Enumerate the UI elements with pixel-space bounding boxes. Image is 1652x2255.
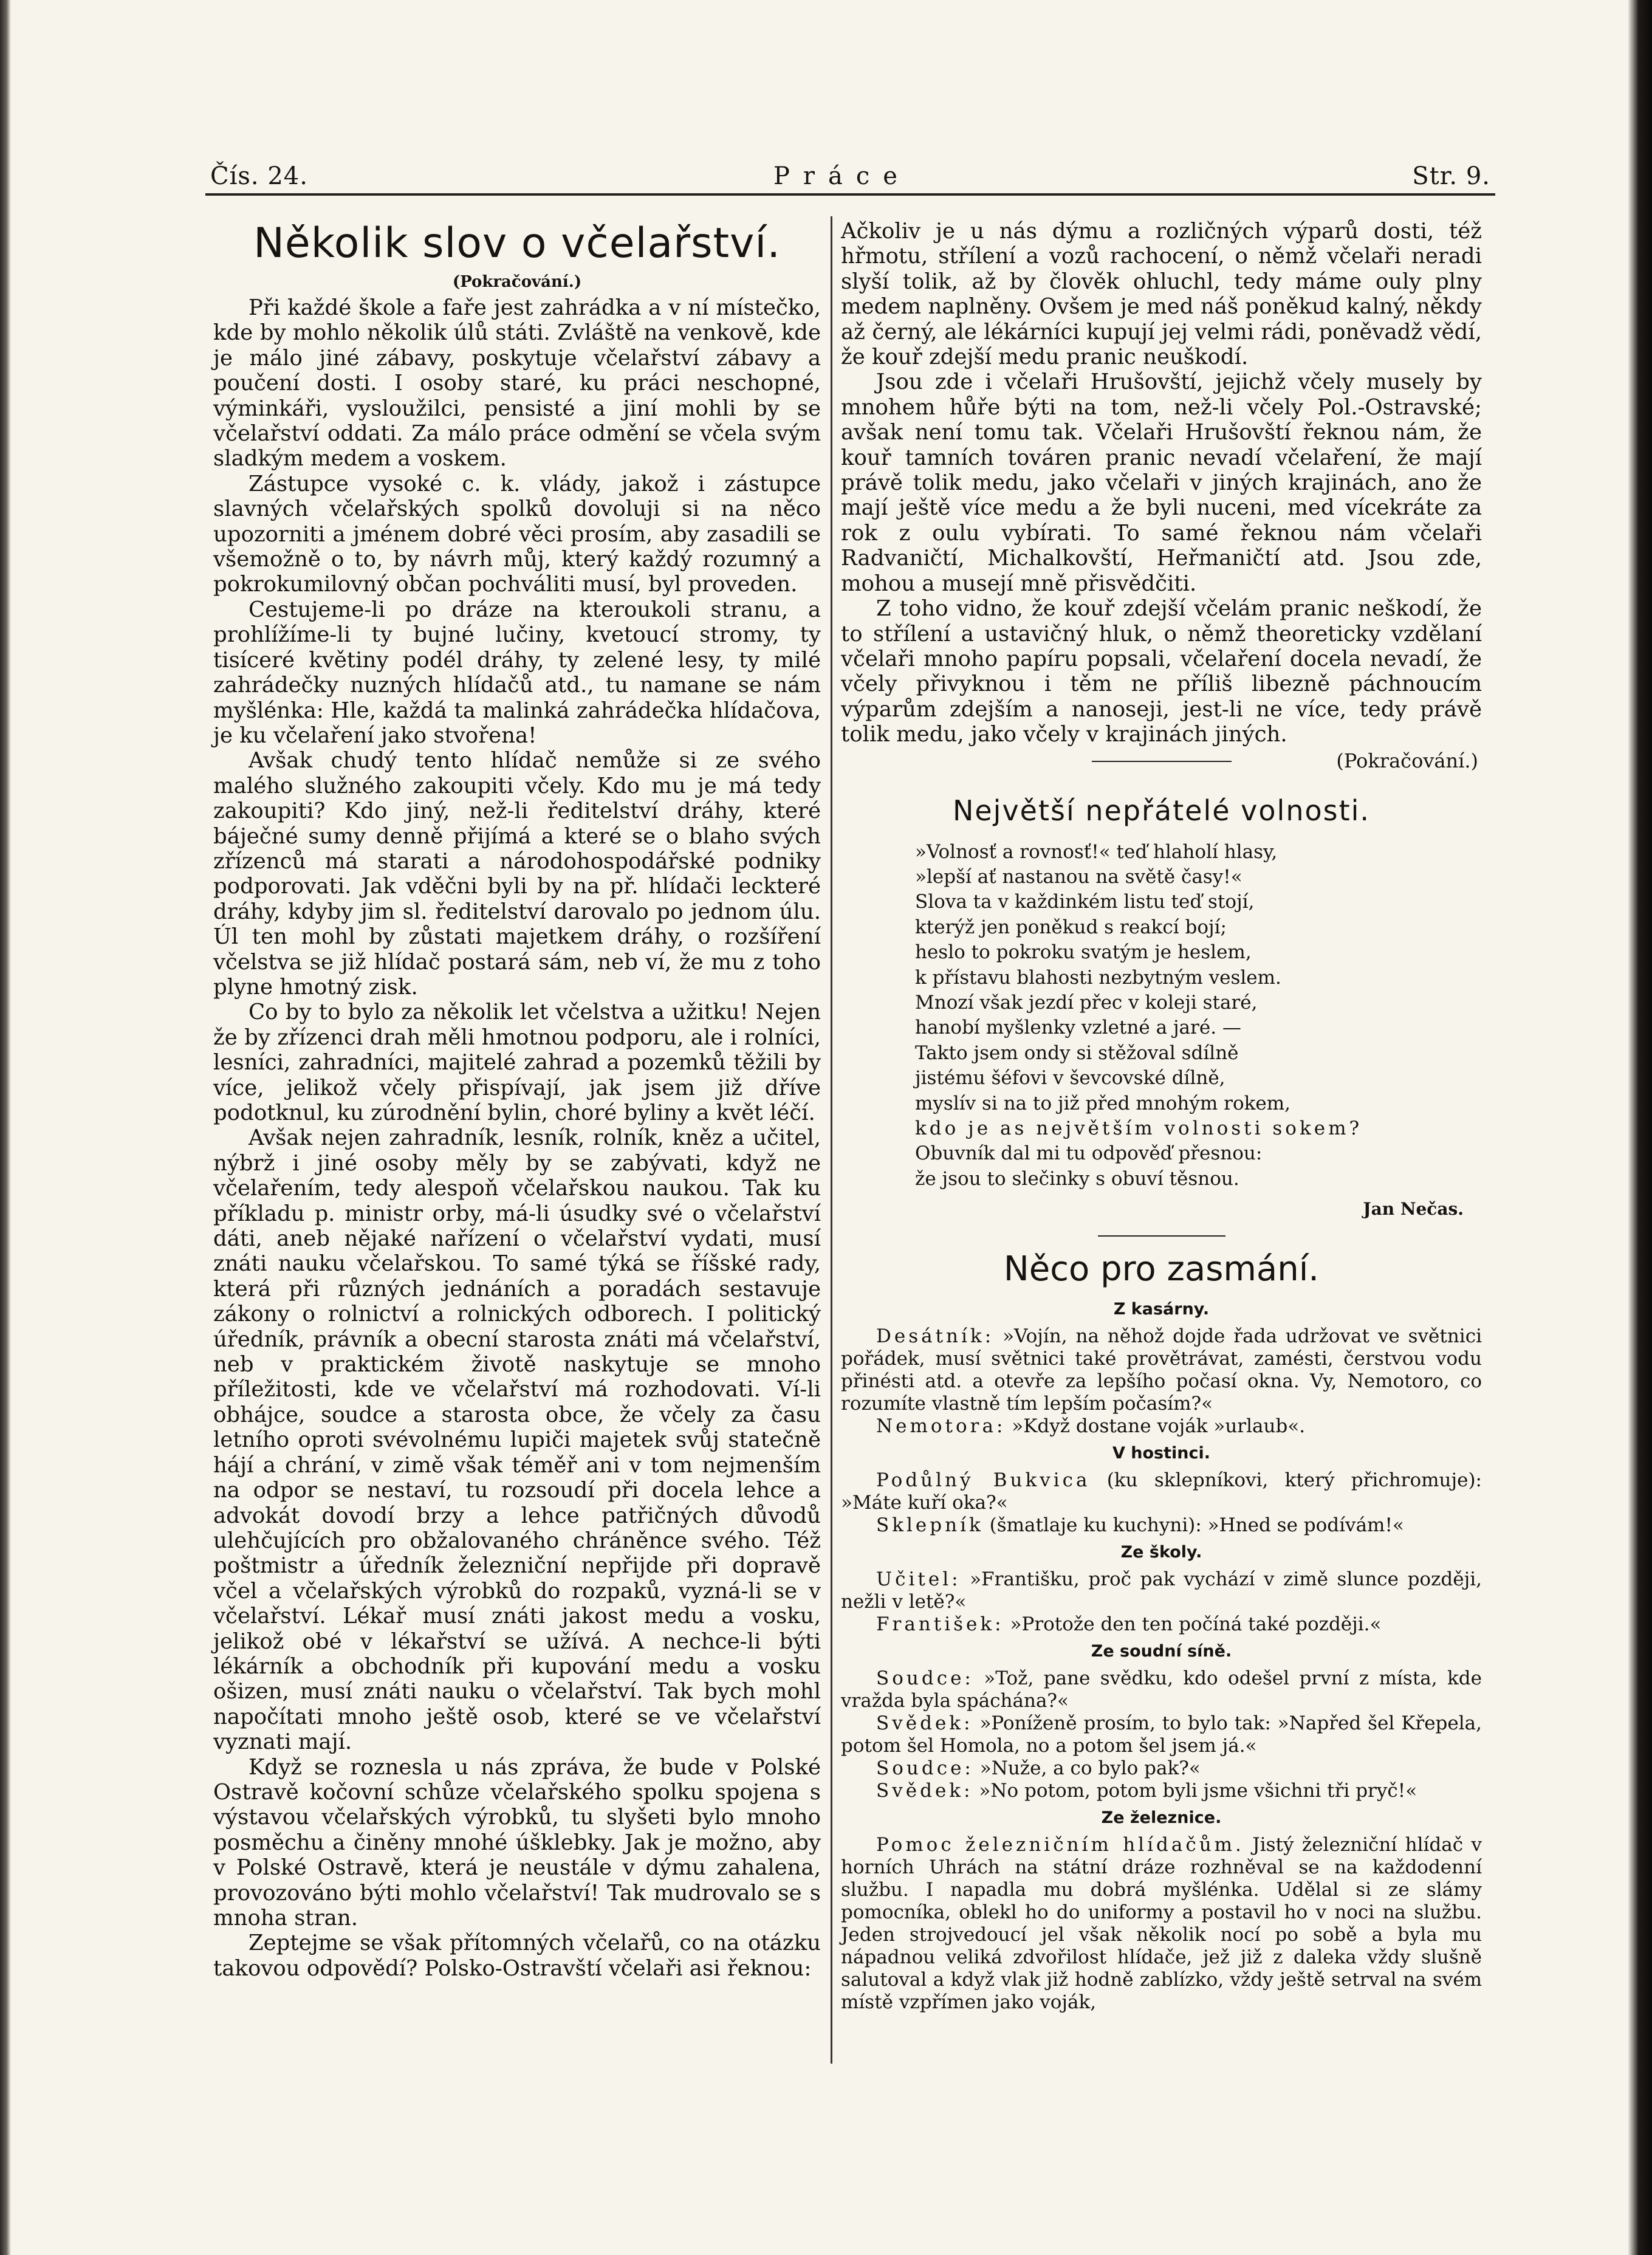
- poem-author: Jan Nečas.: [1363, 1199, 1464, 1220]
- article-paragraph: Avšak chudý tento hlídač nemůže si ze svého malého služného zakoupiti včely. Kdo mu je má tedy zakoupiti? Kdo jiný, než-li ředitelství dráhy, které báječné sumy denně přijímá a které se o blaho svých zřízenců má starati a národohospodářské podniky podporovati. Jak vděčni byli by na př. hlídači leckteré dráhy, kdyby jim sl. ředitelství darovalo po jednom úlu. Úl ten mohl by zůstati majetkem dráhy, o rozšíření včelstva se již hlídač postará sám, neb ví, že mu z toho plyne hmotný zisk.: [213, 748, 821, 1000]
- poem-line: kdo je as největším volnosti sokem?: [915, 1117, 1363, 1139]
- speaker: Svědek:: [876, 1779, 973, 1802]
- speaker: František:: [876, 1613, 1004, 1635]
- speaker: Sklepník: [876, 1514, 984, 1536]
- speaker: Soudce:: [876, 1757, 974, 1779]
- right-column: [841, 219, 1482, 2014]
- article-paragraph: Ačkoliv je u nás dýmu a rozličných výparů dosti, též hřmotu, střílení a vozů rachocení, o němž včelaři neradi slyší tolik, až by člověk ohluchl, tedy máme ouly plny medem naplněny. Ovšem je med náš poněkud kalný, někdy až černý, ale lékárníci kupují jej velmi rádi, poněvadž vědí, že kouř zdejší medu pranic neuškodí.: [841, 219, 1482, 370]
- newspaper-title: Práce: [773, 162, 911, 190]
- article-paragraph: Cestujeme-li po dráze na kteroukoli stranu, a prohlížíme-li ty bujné lučiny, kvetoucí stromy, ty tisíceré květiny podél dráhy, ty zelené lesy, ty milé zahrádečky nuzných hlídačů atd., tu namane se nám myšlénka: Hle, každá ta malinká zahrádečka hlídačova, je ku včelaření jako stvořena!: [213, 597, 821, 748]
- subsection-heading: Ze železnice.: [1101, 1808, 1222, 1827]
- dialogue-text: »No potom, potom byli jsme všichni tři pryč!«: [979, 1779, 1417, 1802]
- dialogue-text: »Poníženě prosím, to bylo tak: »Napřed šel Křepela, potom šel Homola, no a potom šel jsem já.«: [841, 1712, 1482, 1757]
- continuation-note: (Pokračování.): [1336, 749, 1478, 772]
- subsection-heading: Ze školy.: [1120, 1542, 1202, 1562]
- poem-line: hanobí myšlenky vzletné a jaré. —: [915, 1017, 1241, 1039]
- poem-line: myslív si na to již před mnohým rokem,: [915, 1092, 1291, 1114]
- page-header: [205, 159, 1495, 193]
- dialogue-text: »Protože den ten počíná také později.«: [1010, 1613, 1382, 1635]
- article-paragraph: Při každé škole a faře jest zahrádka a v ní místečko, kde by mohlo několik úlů státi. Zvláště na venkově, kde je málo jiné zábavy, poskytuje včelařství zábavy a poučení dosti. I osoby staré, ku práci neschopné, výminkáři, vysloužilci, pensisté a jiní mohli by se včelařství oddati. Za málo práce odmění se včela svým sladkým medem a voskem.: [213, 295, 821, 472]
- subsection-heading: Ze soudní síně.: [1091, 1641, 1232, 1661]
- article-paragraph: Co by to bylo za několik let včelstva a užitku! Nejen že by zřízenci drah měli hmotnou podporu, ale i rolníci, lesníci, zahradníci, majitelé zahrad a pozemků těžili by více, jelikož včely přispívají, jak jsem již dříve podotknul, ku zúrodnění bylin, choré byliny a květ léčí.: [213, 1000, 821, 1125]
- poem-title: Největší nepřátelé volnosti.: [952, 794, 1371, 827]
- poem-line: Takto jsem ondy si stěžoval sdílně: [915, 1042, 1239, 1064]
- poem-line: Slova ta v každinkém listu teď stojí,: [915, 891, 1255, 913]
- dialogue-text: »Vojín, na něhož dojde řada udržovat ve světnici pořádek, musí světnici také provětrávat, zamésti, čerstvou vodu přinésti atd. a otevře za lepšího počasí okna. Vy, Nemotoro, co rozumíte vlastně tím lepším počasím?«: [841, 1325, 1482, 1415]
- page-number: Str. 9.: [1412, 162, 1490, 190]
- poem-line: heslo to pokroku svatým je heslem,: [915, 941, 1252, 964]
- page-edge-right: [1628, 0, 1652, 2255]
- dialogue-text: »Františku, proč pak vychází v zimě slunce později, nežli v letě?«: [841, 1568, 1482, 1613]
- dialogue-text: »Tož, pane svědku, kdo odešel první z místa, kde vražda byla spáchána?«: [841, 1667, 1482, 1712]
- poem-line: k přístavu blahosti nezbytným veslem.: [915, 966, 1281, 989]
- poem-line: »lepší ať nastanou na světě časy!«: [915, 865, 1242, 888]
- speaker: Podůlný Bukvica: [876, 1469, 1091, 1491]
- divider-rule: [1098, 1235, 1225, 1237]
- column-rule: [831, 216, 832, 2064]
- subsection-heading: V hostinci.: [1112, 1443, 1211, 1463]
- article-paragraph: Když se roznesla u nás zpráva, že bude v Polské Ostravě kočovní schůze včelařského spolku spojena s výstavou včelařských výrobků, tu slyšeti bylo mnoho posměchu a činěny mnohé úšklebky. Jak je možno, aby v Polské Ostravě, která je neustále v dýmu zahalena, provozováno býti mohlo včelařství! Tak mudrovalo se s mnoha stran.: [213, 1754, 821, 1931]
- humor-section: [841, 1294, 1482, 2014]
- article-paragraph: Zástupce vysoké c. k. vlády, jakož i zástupce slavných včelařských spolků dovoluji si na něco upozorniti a jménem dobré věci prosím, aby zasadili se všemožně o to, by návrh můj, který každý rozumný a pokrokumilovný občan pochváliti musí, byl proveden.: [213, 471, 821, 597]
- poem-line: »Volnosť a rovnosť!« teď hlaholí hlasy,: [915, 840, 1278, 863]
- header-rule: [205, 193, 1495, 196]
- left-column: [213, 219, 821, 1981]
- page-edge-left: [0, 0, 11, 2255]
- article-paragraph: Jsou zde i včelaři Hrušovští, jejichž včely musely by mnohem hůře býti na tom, než-li včely Pol.-Ostravské; avšak není tomu tak. Včelaři Hrušovští řeknou nám, že kouř tamních továren pranic nevadí včelaření, že mají právě tolik medu, jako včelaři v jiných krajinách, ano že mají ještě více medu a že byli nuceni, med vícekráte za rok z oulu vybírati. To samé řeknou nám včelaři Radvaničtí, Michalkovští, Heřmaničtí atd. Jsou zde, mohou a musejí mně přisvědčiti.: [841, 369, 1482, 596]
- speaker: Nemotora:: [876, 1415, 1006, 1437]
- speaker: Soudce:: [876, 1667, 974, 1689]
- dialogue-text: »Když dostane voják »urlaub«.: [1012, 1415, 1306, 1437]
- speaker: Učitel:: [876, 1568, 961, 1590]
- poem: [915, 840, 1482, 1192]
- poem-line: Mnozí však jezdí přec v koleji staré,: [915, 991, 1258, 1014]
- dialogue-text: (šmatlaje ku kuchyni): »Hned se podívám!«: [989, 1514, 1404, 1536]
- article-paragraph: Avšak nejen zahradník, lesník, rolník, kněz a učitel, nýbrž i jiné osoby měly by se zabývati, když ne včelařením, tedy alespoň včelařskou naukou. Tak ku příkladu p. ministr orby, má-li úsudky své o včelařství dáti, aneb nějaké nařízení o včelařství vydati, musí znáti nauku včelařskou. To samé týká se říšské rady, která při různých jednáních a poradách sestavuje zákony o rolnictví a rolnických odborech. I politický úředník, právník a obecní starosta znáti má včelařství, neb v praktickém životě naskytuje se mnoho příležitosti, kde ve včelařství má rozhodovati. Ví-li obhájce, soudce a starosta obce, že včely za času letního oproti svévolnému lupiči majetek svůj statečně hájí a chrání, v zimě však téměř ani v tom nejmenším na odpor se nestaví, tu rozsoudí při docela lehce a advokát dovodí brzy a lehce patřičných důvodů ulehčujících pro obžalovaného chráněnce svého. Též poštmistr a úředník železniční nepřijde při dopravě včel a včelařských výrobků do rozpaků, vyzná-li se v včelařství. Lékař musí znáti jakost medu a vosku, jelikož obé v lékařství se užívá. A nechce-li býti lékárník a obchodník při kupování medu a vosku ošizen, musí znáti nauku o včelařství. Tak bych mohl napočítati mnoho ještě osob, které se ve včelařství vyznati mají.: [213, 1125, 821, 1755]
- speaker: Svědek:: [876, 1712, 973, 1734]
- story-lead: Pomoc železničním hlídačům.: [876, 1833, 1244, 1856]
- subsection-heading: Z kasárny.: [1113, 1299, 1210, 1319]
- dialogue-text: (ku sklepníkovi, který přichromuje): »Máte kuří oka?«: [841, 1469, 1482, 1514]
- continuation-note: (Pokračování.): [452, 273, 582, 291]
- poem-line: jistému šéfovi v ševcovské dílně,: [915, 1067, 1225, 1090]
- dialogue-text: »Nuže, a co bylo pak?«: [979, 1757, 1201, 1779]
- poem-line: Obuvník dal mi tu odpověď přesnou:: [915, 1142, 1263, 1165]
- story-text: Jistý železniční hlídač v horních Uhrách na státní dráze rozhněval se na každodenní službu. I napadla mu dobrá myšlénka. Udělal si ze slámy pomocníka, oblekl ho do uniformy a postavil ho v noci na službu. Jeden strojvedoucí jel však několik nocí po sobě a byla mu nápadnou veliká zdvořilost hlídače, jež již z daleka vždy slušně salutoval a když vlak již hodně zablízko, vždy ještě setrval na svém místě vzpřímen jako voják,: [841, 1833, 1482, 2013]
- article-title: Několik slov o včelařství.: [253, 219, 781, 267]
- article-paragraph: Zeptejme se však přítomných včelařů, co na otázku takovou odpovědí? Polsko-Ostravští včelaři asi řeknou:: [213, 1931, 821, 1981]
- speaker: Desátník:: [876, 1325, 995, 1347]
- poem-line: že jsou to slečinky s obuví těsnou.: [915, 1167, 1239, 1190]
- issue-number: Čís. 24.: [210, 162, 308, 190]
- poem-line: kterýž jen poněkud s reakcí bojí;: [915, 916, 1227, 938]
- article-paragraph: Z toho vidno, že kouř zdejší včelám pranic neškodí, že to střílení a ustavičný hluk, o němž theoreticky vzdělaní včelaři mnoho papíru popsali, včelaření docela nevadí, že včely přivyknou i těm ne příliš libezně páchnoucím výparům zdejším a nanoseji, jest-li ne více, tedy právě tolik medu, jako včely v krajinách jiných.: [841, 596, 1482, 747]
- humor-title: Něco pro zasmání.: [1003, 1249, 1320, 1289]
